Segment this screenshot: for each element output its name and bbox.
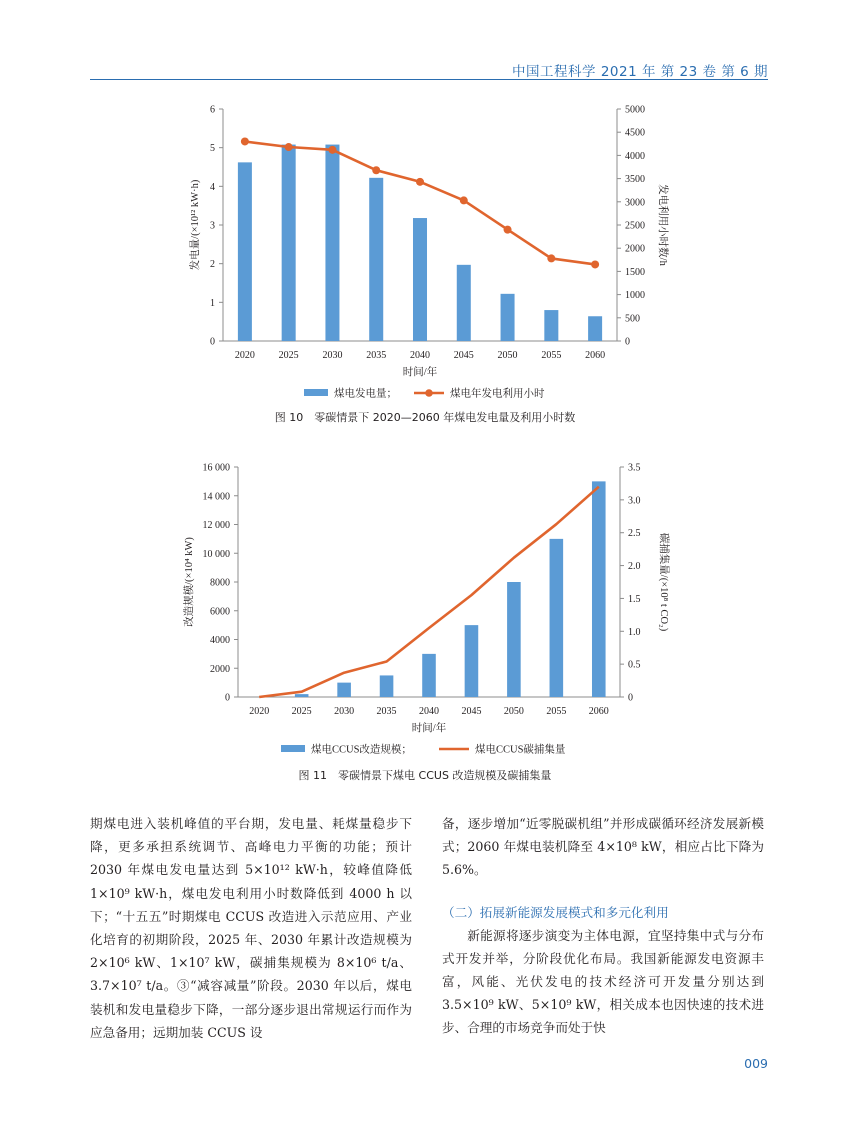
fig11-right-tick-label: 3.5 [628, 462, 641, 474]
fig10-x-tick-label: 2045 [453, 350, 474, 361]
fig11-left-tick-label: 8000 [210, 577, 230, 589]
fig10-x-tick-label: 2050 [497, 350, 518, 361]
fig10-x-tick-label: 2025 [278, 350, 299, 361]
body-right-column [442, 812, 764, 1040]
fig10-legend-line-label: 煤电年发电利用小时 [450, 388, 545, 400]
fig11-bar [337, 683, 351, 697]
fig11-bar [507, 582, 521, 697]
fig10-x-tick-label: 2030 [322, 350, 343, 361]
fig10-line-point [241, 137, 249, 145]
fig10-left-tick-label: 1 [210, 297, 215, 309]
fig10-left-tick-label: 2 [210, 259, 215, 271]
fig11-left-tick-label: 10 000 [202, 548, 230, 560]
fig10-legend-bar-swatch [304, 389, 328, 396]
fig11-x-tick-label: 2055 [546, 706, 567, 717]
fig11-x-tick-label: 2035 [376, 706, 397, 717]
fig10-left-tick-label: 0 [210, 336, 215, 348]
fig11-right-tick-label: 1.0 [628, 626, 641, 638]
fig11-legend-line-label: 煤电CCUS碳捕集量 [475, 744, 566, 756]
fig10-x-tick-label: 2035 [366, 350, 387, 361]
fig10-right-tick-label: 4500 [625, 127, 645, 139]
fig11-right-tick-label: 2.5 [628, 528, 641, 540]
fig11-left-tick-label: 6000 [210, 606, 230, 618]
fig10-right-tick-label: 500 [625, 313, 640, 325]
fig11-legend-bar-swatch [281, 745, 305, 752]
fig11-right-tick-label: 2.0 [628, 561, 641, 573]
body-paragraph-right-2: 新能源将逐步演变为主体电源，宜坚持集中式与分布式开发并举，分阶段优化布局。我国新能源发电资源丰富，风能、光伏发电的技术经济可开发量分别达到 3.5×10⁹ kW、5×10⁹ kW，相关成本也因快速的技术进步、合理的市场竞争而处于快 [442, 927, 764, 1036]
fig10-left-tick-label: 5 [210, 143, 215, 155]
fig10-right-tick-label: 1500 [625, 266, 645, 278]
fig11-x-tick-label: 2020 [249, 706, 270, 717]
fig10-right-tick-label: 3500 [625, 174, 645, 186]
fig10-left-axis-title: 发电量/(×10¹² kW·h) [190, 179, 201, 271]
fig10-x-axis-title: 时间/年 [402, 367, 438, 378]
fig11-bar [422, 654, 436, 697]
page-number: 009 [744, 1056, 768, 1071]
fig11-x-tick-label: 2045 [461, 706, 482, 717]
body-paragraph-left: 期煤电进入装机峰值的平台期，发电量、耗煤量稳步下降，更多承担系统调节、高峰电力平衡的功能；预计 2030 年煤电发电量达到 5×10¹² kW·h，较峰值降低 1×10⁹ kW·h，煤电发电利用小时数降低到 4000 h 以下；“十五五”时期煤电 CCUS 改造进入示范应用、产业化培育的初期阶段，2025 年、2030 年累计改造规模为 2×10⁶ kW、1×10⁷ kW，碳捕集规模为 8×10⁶ t/a、3.7×10⁷ t/a。③“减容减量”阶段。2030 年以后，煤电装机和发电量稳步下降，一部分逐步退出常规运行而作为应急备用；远期加装 CCUS 设 [90, 816, 412, 1040]
fig10-x-tick-label: 2060 [585, 350, 606, 361]
fig11-right-tick-label: 0 [628, 692, 633, 704]
fig10-line-point [416, 178, 424, 186]
figure-11-caption: 图 11 零碳情景下煤电 CCUS 改造规模及碳捕集量 [298, 769, 552, 782]
fig10-x-tick-label: 2040 [410, 350, 430, 361]
fig10-right-tick-label: 1000 [625, 290, 645, 302]
fig11-left-axis-title: 改造规模/(×10⁴ kW) [184, 537, 195, 627]
fig11-x-tick-label: 2050 [503, 706, 524, 717]
fig10-bar [544, 310, 558, 341]
fig11-x-tick-label: 2025 [291, 706, 312, 717]
fig10-x-tick-label: 2020 [234, 350, 255, 361]
fig10-left-tick-label: 6 [210, 104, 215, 116]
fig10-bar [282, 145, 296, 341]
fig10-legend-line-marker [425, 389, 433, 397]
fig10-left-tick-label: 3 [210, 220, 215, 232]
fig11-bar [465, 625, 479, 697]
fig11-right-tick-label: 0.5 [628, 659, 641, 671]
running-header: 中国工程科学 2021 年 第 23 卷 第 6 期 [512, 64, 768, 80]
fig11-right-tick-label: 3.0 [628, 495, 641, 507]
figure-10-caption: 图 10 零碳情景下 2020—2060 年煤电发电量及利用小时数 [274, 411, 576, 424]
fig11-left-tick-label: 2000 [210, 663, 230, 675]
fig10-bar [413, 218, 427, 341]
fig10-line-point [328, 146, 336, 154]
fig10-left-tick-label: 4 [210, 181, 215, 193]
figure-10-chart [0, 95, 850, 435]
fig11-x-tick-label: 2040 [419, 706, 439, 717]
fig11-x-axis-title: 时间/年 [411, 723, 447, 734]
fig11-left-tick-label: 4000 [210, 635, 230, 646]
fig10-right-axis-title: 发电利用小时数/h [657, 184, 668, 266]
body-left-column [90, 812, 412, 1044]
fig10-line-point [372, 166, 380, 174]
fig10-line-point [504, 226, 512, 234]
fig10-x-tick-label: 2055 [541, 350, 562, 361]
fig10-bar [588, 316, 602, 341]
fig11-bar [592, 481, 606, 697]
fig11-legend-bar-label: 煤电CCUS改造规模； [311, 744, 412, 756]
fig11-bar [380, 675, 394, 697]
fig11-right-tick-label: 1.5 [628, 593, 641, 605]
fig10-right-tick-label: 2000 [625, 243, 645, 255]
fig10-bar [501, 294, 515, 341]
fig10-right-tick-label: 0 [625, 336, 630, 348]
fig10-bar [457, 265, 471, 341]
fig10-line-point [285, 143, 293, 151]
fig11-left-tick-label: 14 000 [202, 491, 230, 503]
fig10-bar [369, 178, 383, 341]
figure-11-chart [0, 455, 850, 790]
fig10-legend-bar-label: 煤电发电量； [334, 388, 397, 400]
fig11-x-tick-label: 2060 [588, 706, 609, 717]
fig11-right-axis-title: 碳捕集量/(×10⁸ t CO₂) [658, 532, 669, 632]
fig11-bar [295, 694, 309, 697]
fig10-line-point [547, 254, 555, 262]
fig11-left-tick-label: 0 [225, 692, 230, 704]
fig10-right-tick-label: 5000 [625, 104, 645, 116]
body-paragraph-right-1: 备，逐步增加“近零脱碳机组”并形成碳循环经济发展新模式；2060 年煤电装机降至 4×10⁸ kW，相应占比下降为 5.6%。 [442, 816, 764, 878]
section-heading: （二）拓展新能源发展模式和多元化利用 [442, 904, 669, 920]
fig10-line-point [591, 260, 599, 268]
fig10-line-point [460, 196, 468, 204]
fig10-bar [238, 162, 252, 341]
fig11-left-tick-label: 12 000 [202, 520, 230, 531]
fig11-x-tick-label: 2030 [334, 706, 355, 717]
fig10-right-tick-label: 4000 [625, 150, 645, 162]
header-rule [90, 79, 768, 80]
fig10-right-tick-label: 2500 [625, 220, 645, 232]
fig11-left-tick-label: 16 000 [202, 462, 230, 474]
fig10-bar [325, 145, 339, 341]
fig10-right-tick-label: 3000 [625, 197, 645, 209]
fig11-bar [550, 539, 564, 697]
